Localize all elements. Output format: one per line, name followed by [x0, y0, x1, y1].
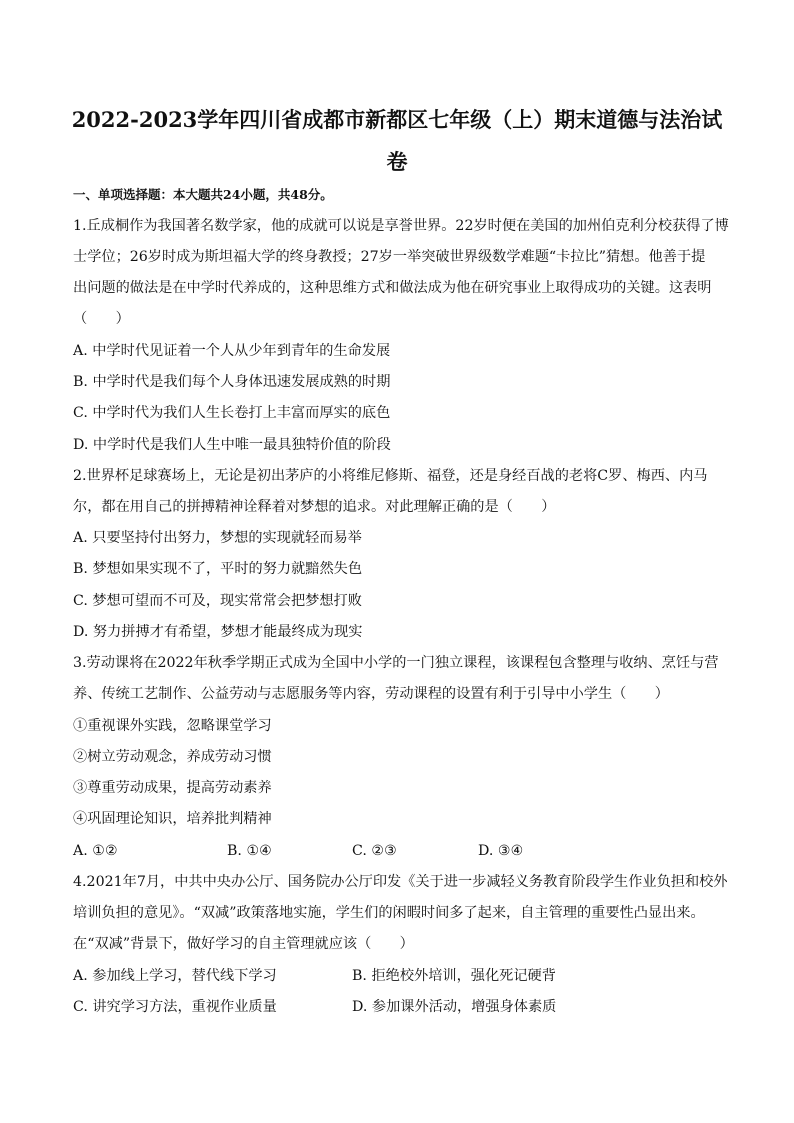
q1-stem-line-3: 出问题的做法是在中学时代养成的，这种思维方式和做法成为他在研究事业上取得成功的关键。这表明 — [73, 280, 712, 296]
q3-item-3: ③尊重劳动成果，提高劳动素养 — [73, 780, 272, 796]
q3-option-a: A. ①② — [73, 843, 118, 859]
q3-option-b: B. ①④ — [227, 843, 272, 859]
q2-option-b: B. 梦想如果实现不了，平时的努力就黯然失色 — [73, 561, 363, 577]
q4-option-b: B. 拒绝校外培训，强化死记硬背 — [352, 968, 556, 984]
q2-stem-line-2: 尔，都在用自己的拼搏精神诠释着对梦想的追求。对此理解正确的是（ ） — [73, 499, 556, 515]
q1-option-a: A. 中学时代见证着一个人从少年到青年的生命发展 — [73, 343, 391, 359]
q4-option-d: D. 参加课外活动，增强身体素质 — [352, 999, 557, 1015]
q1-stem-line-1: 1.丘成桐作为我国著名数学家，他的成就可以说是享誉世界。22岁时便在美国的加州伯克利分校获得了博 — [73, 218, 729, 234]
q1-stem-line-2: 士学位；26岁时成为斯坦福大学的终身教授；27岁一举突破世界级数学难题“卡拉比”猜想。他善于提 — [73, 249, 706, 265]
exam-title — [60, 99, 734, 183]
q1-option-c: C. 中学时代为我们人生长卷打上丰富而厚实的底色 — [73, 405, 391, 421]
q2-option-d: D. 努力拼搏才有希望，梦想才能最终成为现实 — [73, 624, 363, 640]
q1-stem-line-4: （ ） — [73, 311, 130, 327]
q3-stem-line-2: 养、传统工艺制作、公益劳动与志愿服务等内容，劳动课程的设置有利于引导中小学生（ ） — [73, 686, 669, 702]
q1-option-b: B. 中学时代是我们每个人身体迅速发展成熟的时期 — [73, 374, 391, 390]
q1-option-d: D. 中学时代是我们人生中唯一最具独特价值的阶段 — [73, 437, 391, 453]
title-line-1: 2022-2023学年四川省成都市新都区七年级（上）期末道德与法治试 — [71, 107, 723, 132]
q2-option-a: A. 只要坚持付出努力，梦想的实现就轻而易举 — [73, 530, 362, 546]
q4-stem-line-2: 培训负担的意见》。“双减”政策落地实施，学生们的闲暇时间多了起来，自主管理的重要性凸显出来。 — [73, 905, 705, 921]
q3-item-4: ④巩固理论知识，培养批判精神 — [73, 811, 272, 827]
section-heading: 一、单项选择题：本大题共24小题，共48分。 — [73, 187, 333, 202]
q4-option-a: A. 参加线上学习，替代线下学习 — [73, 968, 277, 984]
q3-stem-line-1: 3.劳动课将在2022年秋季学期正式成为全国中小学的一门独立课程，该课程包含整理与收纳、烹饪与营 — [73, 655, 719, 671]
q4-stem-line-3: 在“双减”背景下，做好学习的自主管理就应该（ ） — [73, 936, 414, 952]
title-line-2: 卷 — [386, 149, 408, 174]
q3-option-d: D. ③④ — [478, 843, 524, 859]
q4-option-c: C. 讲究学习方法，重视作业质量 — [73, 999, 277, 1015]
q3-item-1: ①重视课外实践，忽略课堂学习 — [73, 718, 272, 734]
q3-item-2: ②树立劳动观念，养成劳动习惯 — [73, 749, 272, 765]
q2-stem-line-1: 2.世界杯足球赛场上，无论是初出茅庐的小将维尼修斯、福登，还是身经百战的老将C罗、梅西、内马 — [73, 468, 708, 484]
q4-stem-line-1: 4.2021年7月，中共中央办公厅、国务院办公厅印发《关于进一步减轻义务教育阶段学生作业负担和校外 — [73, 874, 728, 890]
q2-option-c: C. 梦想可望而不可及，现实常常会把梦想打败 — [73, 593, 362, 609]
q3-option-c: C. ②③ — [352, 843, 397, 859]
